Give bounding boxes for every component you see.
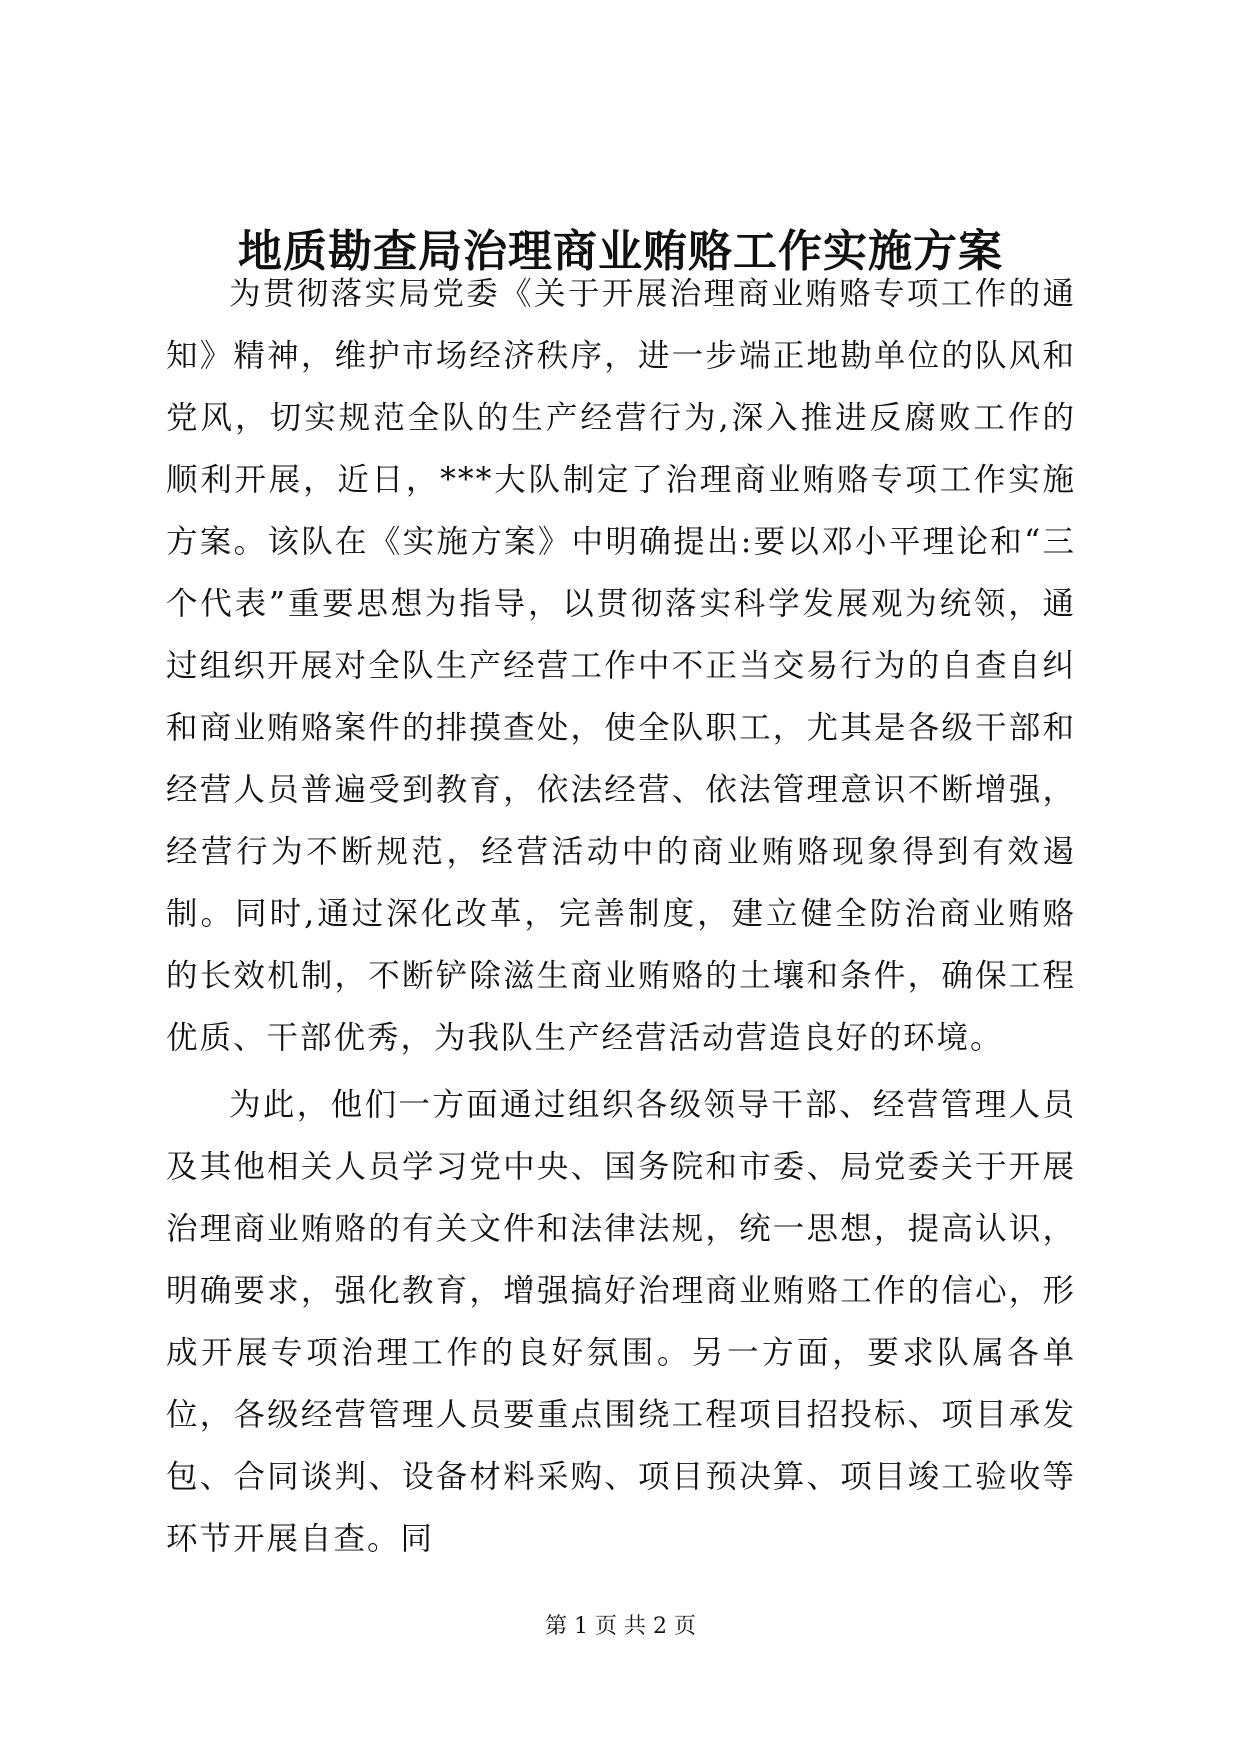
page-footer: 第 1 页 共 2 页 (545, 1614, 696, 1639)
paragraph: 为此，他们一方面通过组织各级领导干部、经营管理人员及其他相关人员学习党中央、国务院和市委、局党委关于开展治理商业贿赂的有关文件和法律法规，统一思想，提高认识，明确要求，强化教育，增强搞好治理商业贿赂工作的信心，形成开展专项治理工作的良好氛围。另一方面，要求队属各单位，各级经营管理人员要重点围绕工程项目招投标、项目承发包、合同谈判、设备材料采购、项目预决算、项目竣工验收等环节开展自查。同 (166, 1087, 1076, 1557)
document-body (166, 263, 1076, 1570)
document-title: 地质勘查局治理商业贿赂工作实施方案 (238, 226, 1003, 277)
paragraph: 为贯彻落实局党委《关于开展治理商业贿赂专项工作的通知》精神，维护市场经济秩序，进一步端正地勘单位的队风和党风，切实规范全队的生产经营行为,深入推进反腐败工作的顺利开展，近日，***大队制定了治理商业贿赂专项工作实施方案。该队在《实施方案》中明确提出:要以邓小平理论和“三个代表”重要思想为指导，以贯彻落实科学发展观为统领，通过组织开展对全队生产经营工作中不正当交易行为的自查自纠和商业贿赂案件的排摸查处，使全队职工，尤其是各级干部和经营人员普遍受到教育，依法经营、依法管理意识不断增强，经营行为不断规范，经营活动中的商业贿赂现象得到有效遏制。同时,通过深化改革，完善制度，建立健全防治商业贿赂的长效机制，不断铲除滋生商业贿赂的土壤和条件，确保工程优质、干部优秀，为我队生产经营活动营造良好的环境。 (166, 276, 1076, 1056)
